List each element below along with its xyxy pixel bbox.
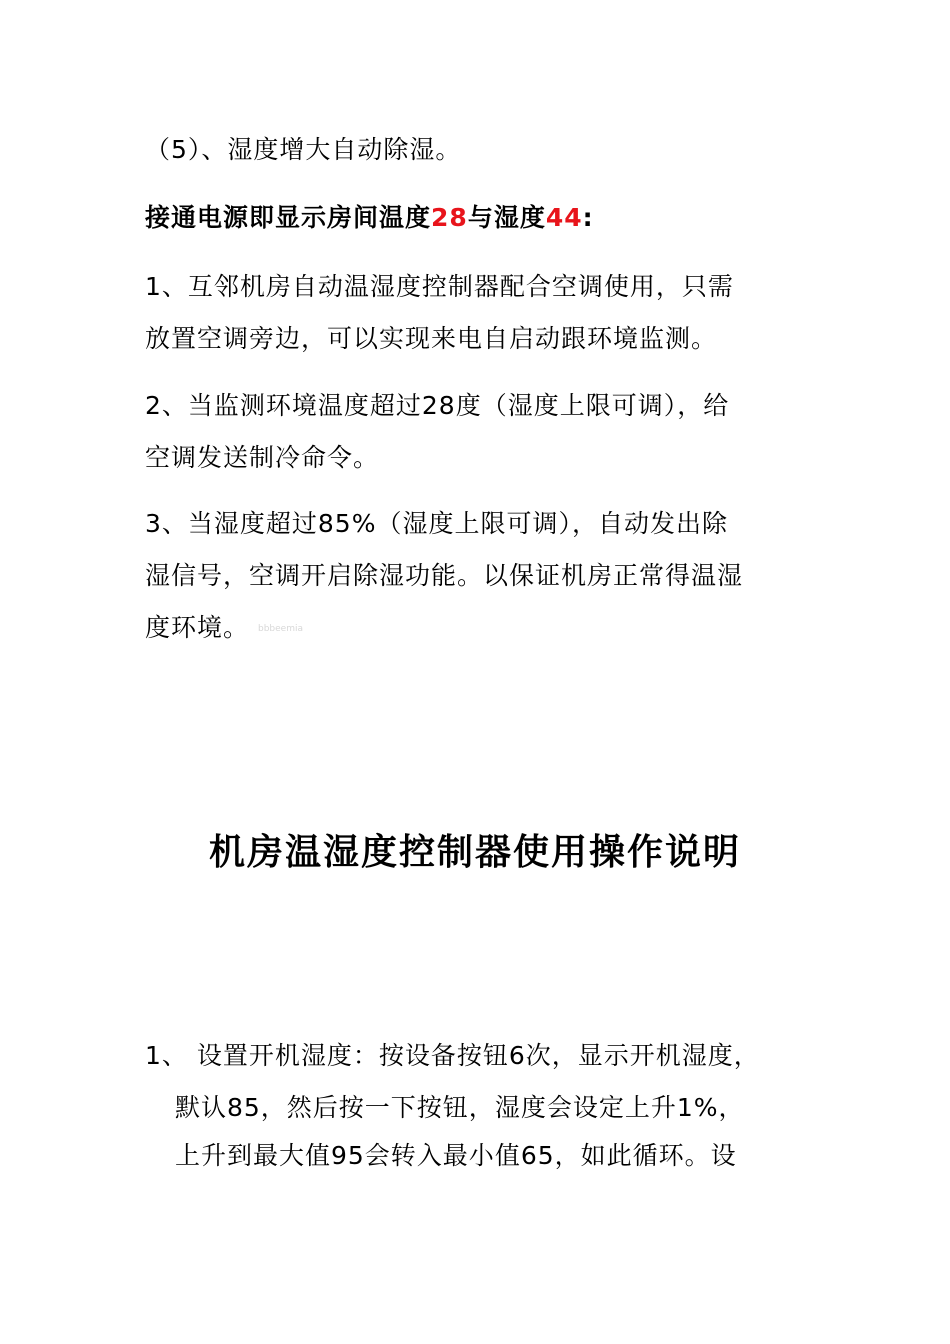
para-2-line-2: 空调发送制冷命令。 (145, 443, 380, 472)
temperature-value: 28 (431, 203, 468, 232)
humidity-value: 44 (545, 203, 583, 232)
item-5-text: （5）、湿度增大自动除湿。 (145, 135, 462, 164)
para-3-line-1: 3、当湿度超过85%（湿度上限可调），自动发出除 (145, 509, 728, 538)
para-1-line-2: 放置空调旁边，可以实现来电自启动跟环境监测。 (145, 324, 718, 353)
watermark-text: bbbeemia (258, 624, 303, 634)
step-1-line-2: 默认85，然后按一下按钮，湿度会设定上升1%， (175, 1093, 745, 1122)
power-on-middle: 与湿度 (467, 203, 546, 232)
power-on-heading (145, 202, 594, 234)
step-1-line-1: 1、 设置开机湿度：按设备按钮6次，显示开机湿度， (145, 1041, 760, 1070)
step-1-line-3: 上升到最大值95会转入最小值65，如此循环。设 (175, 1141, 737, 1170)
power-on-suffix: : (582, 203, 594, 232)
para-3-line-2: 湿信号，空调开启除湿功能。以保证机房正常得温湿 (145, 561, 744, 590)
para-2-line-1: 2、当监测环境温度超过28度（湿度上限可调），给 (145, 391, 730, 420)
manual-title: 机房温湿度控制器使用操作说明 (208, 832, 741, 873)
para-3-line-3: 度环境。 (145, 613, 250, 642)
para-1-line-1: 1、互邻机房自动温湿度控制器配合空调使用，只需 (145, 272, 734, 301)
power-on-prefix: 接通电源即显示房间温度 (145, 203, 432, 232)
